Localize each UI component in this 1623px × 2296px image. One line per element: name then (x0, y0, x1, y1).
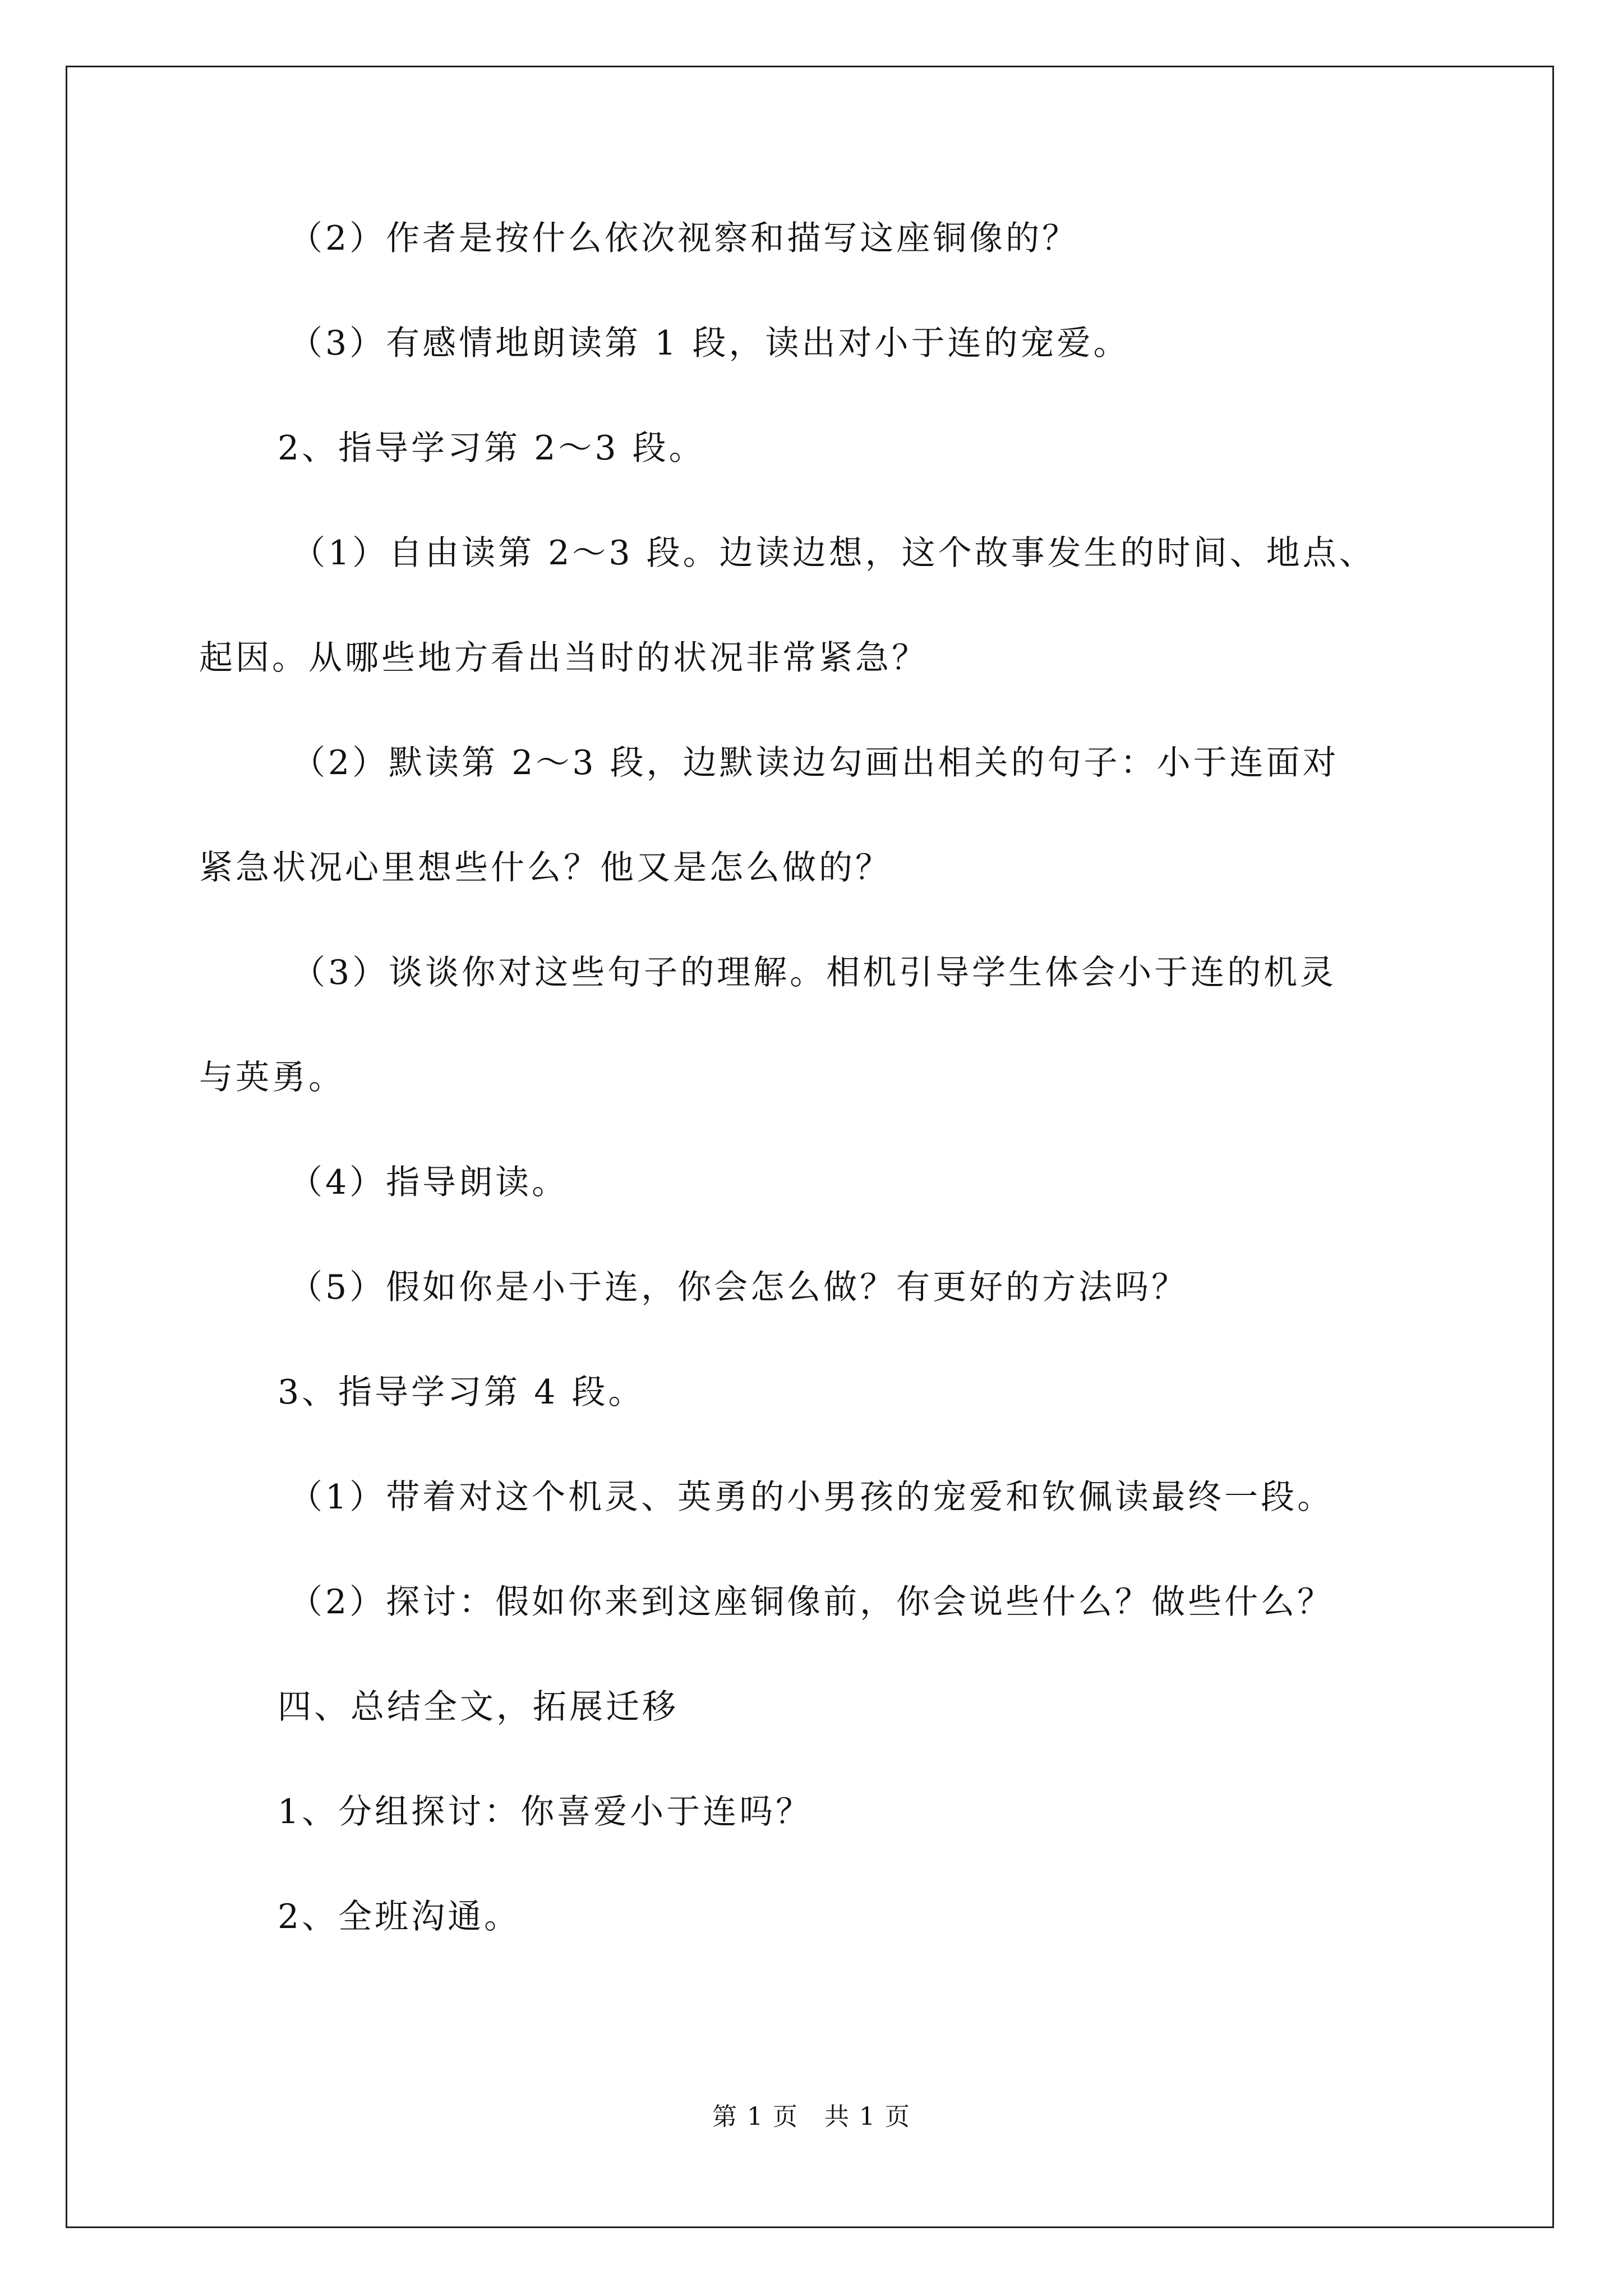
paragraph (199, 1157, 1483, 1208)
paragraph (199, 528, 1483, 683)
paragraph (199, 213, 1483, 264)
paragraph (199, 1682, 1483, 1732)
paragraph-line: （1）自由读第 2～3 段。边读边想，这个故事发生的时间、地点、 (292, 533, 1376, 573)
paragraph (199, 1577, 1483, 1627)
paragraph-line: 四、总结全文，拓展迁移 (278, 1687, 679, 1727)
paragraph-line: （3）有感情地朗读第 1 段，读出对小于连的宠爱。 (289, 324, 1130, 363)
paragraph (199, 738, 1483, 893)
paragraph-line: （3）谈谈你对这些句子的理解。相机引导学生体会小于连的机灵 (292, 953, 1337, 992)
page-number-label: 第 1 页 共 1 页 (712, 2102, 911, 2131)
paragraph-line: （2）探讨：假如你来到这座铜像前，你会说些什么？做些什么？ (289, 1582, 1334, 1622)
paragraph (199, 1787, 1483, 1837)
paragraph-line: （5）假如你是小于连，你会怎么做？有更好的方法吗？ (289, 1268, 1188, 1307)
paragraph-line: 3、指导学习第 4 段。 (278, 1373, 645, 1412)
paragraph-line: （1）带着对这个机灵、英勇的小男孩的宠爱和钦佩读最终一段。 (289, 1478, 1334, 1517)
paragraph-line: （4）指导朗读。 (289, 1163, 569, 1202)
paragraph (199, 947, 1483, 1103)
page-footer (0, 2100, 1623, 2134)
paragraph (199, 1367, 1483, 1418)
paragraph-line: （2）作者是按什么依次视察和描写这座铜像的？ (289, 219, 1079, 258)
paragraph-line: 与英勇。 (199, 1058, 345, 1097)
paragraph-line: 2、指导学习第 2～3 段。 (278, 429, 706, 468)
paragraph-line: （2）默读第 2～3 段，边默读边勾画出相关的句子：小于连面对 (292, 743, 1339, 783)
paragraph-line: 2、全班沟通。 (278, 1897, 521, 1936)
paragraph-line: 起因。从哪些地方看出当时的状况非常紧急？ (199, 638, 928, 678)
paragraph-line: 1、分组探讨：你喜爱小于连吗？ (278, 1792, 813, 1832)
paragraph (199, 423, 1483, 473)
paragraph (199, 1472, 1483, 1522)
paragraph (199, 1262, 1483, 1313)
paragraph (199, 1892, 1483, 1942)
document-body (199, 213, 1483, 1996)
paragraph (199, 318, 1483, 369)
paragraph-line: 紧急状况心里想些什么？他又是怎么做的？ (199, 848, 892, 887)
